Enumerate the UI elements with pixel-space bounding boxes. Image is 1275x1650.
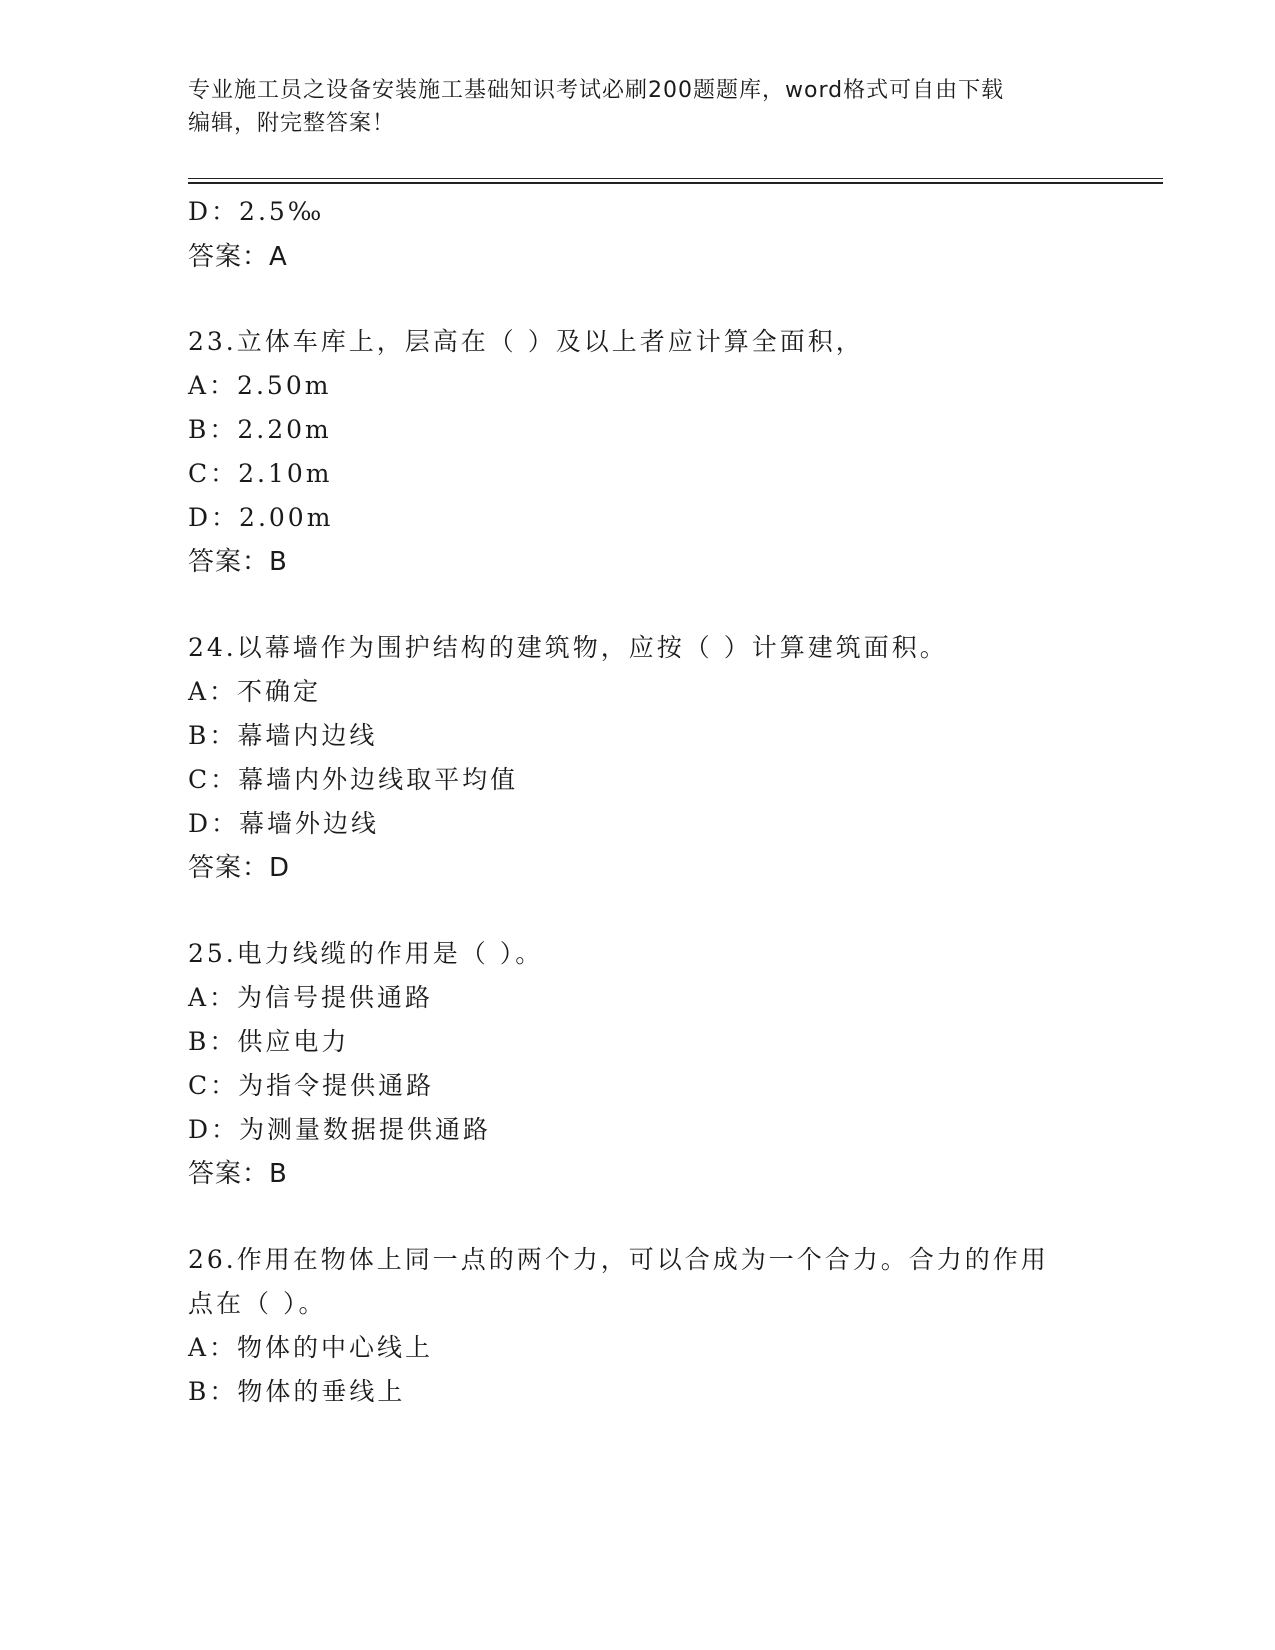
header-divider-thin [188,178,1163,179]
question-stem: 23.立体车库上，层高在（ ）及以上者应计算全面积， [188,327,864,356]
question-stem: 26.作用在物体上同一点的两个力，可以合成为一个合力。合力的作用 [188,1245,1049,1274]
header-divider-thick [188,182,1163,184]
question-stem: 24.以幕墙作为围护结构的建筑物，应按（ ）计算建筑面积。 [188,633,948,662]
option-text: B：幕墙内边线 [188,721,378,750]
option-text: B：物体的垂线上 [188,1377,406,1406]
option-text: D：幕墙外边线 [188,809,380,838]
answer-text: 答案：A [188,242,288,272]
option-text: D：为测量数据提供通路 [188,1115,492,1144]
option-text: A：不确定 [188,677,322,706]
header-line-1: 专业施工员之设备安装施工基础知识考试必刷200题题库，word格式可自由下载 [188,78,1005,103]
option-text: C：为指令提供通路 [188,1071,435,1100]
header-line-2: 编辑，附完整答案！ [188,111,396,136]
question-stem-continued: 点在（ ）。 [188,1289,327,1318]
option-text: A：物体的中心线上 [188,1333,434,1362]
answer-text: 答案：B [188,1159,288,1189]
answer-text: 答案：B [188,547,288,577]
option-text: D：2.5‰ [188,197,325,226]
option-text: B：2.20m [188,415,332,444]
option-text: B：供应电力 [188,1027,350,1056]
option-text: C：幕墙内外边线取平均值 [188,765,519,794]
option-text: C：2.10m [188,459,333,488]
option-text: A：为信号提供通路 [188,983,434,1012]
document-header [188,74,1068,140]
option-text: A：2.50m [188,371,332,400]
option-text: D：2.00m [188,503,334,532]
question-stem: 25.电力线缆的作用是（ ）。 [188,939,544,968]
answer-text: 答案：D [188,853,291,883]
